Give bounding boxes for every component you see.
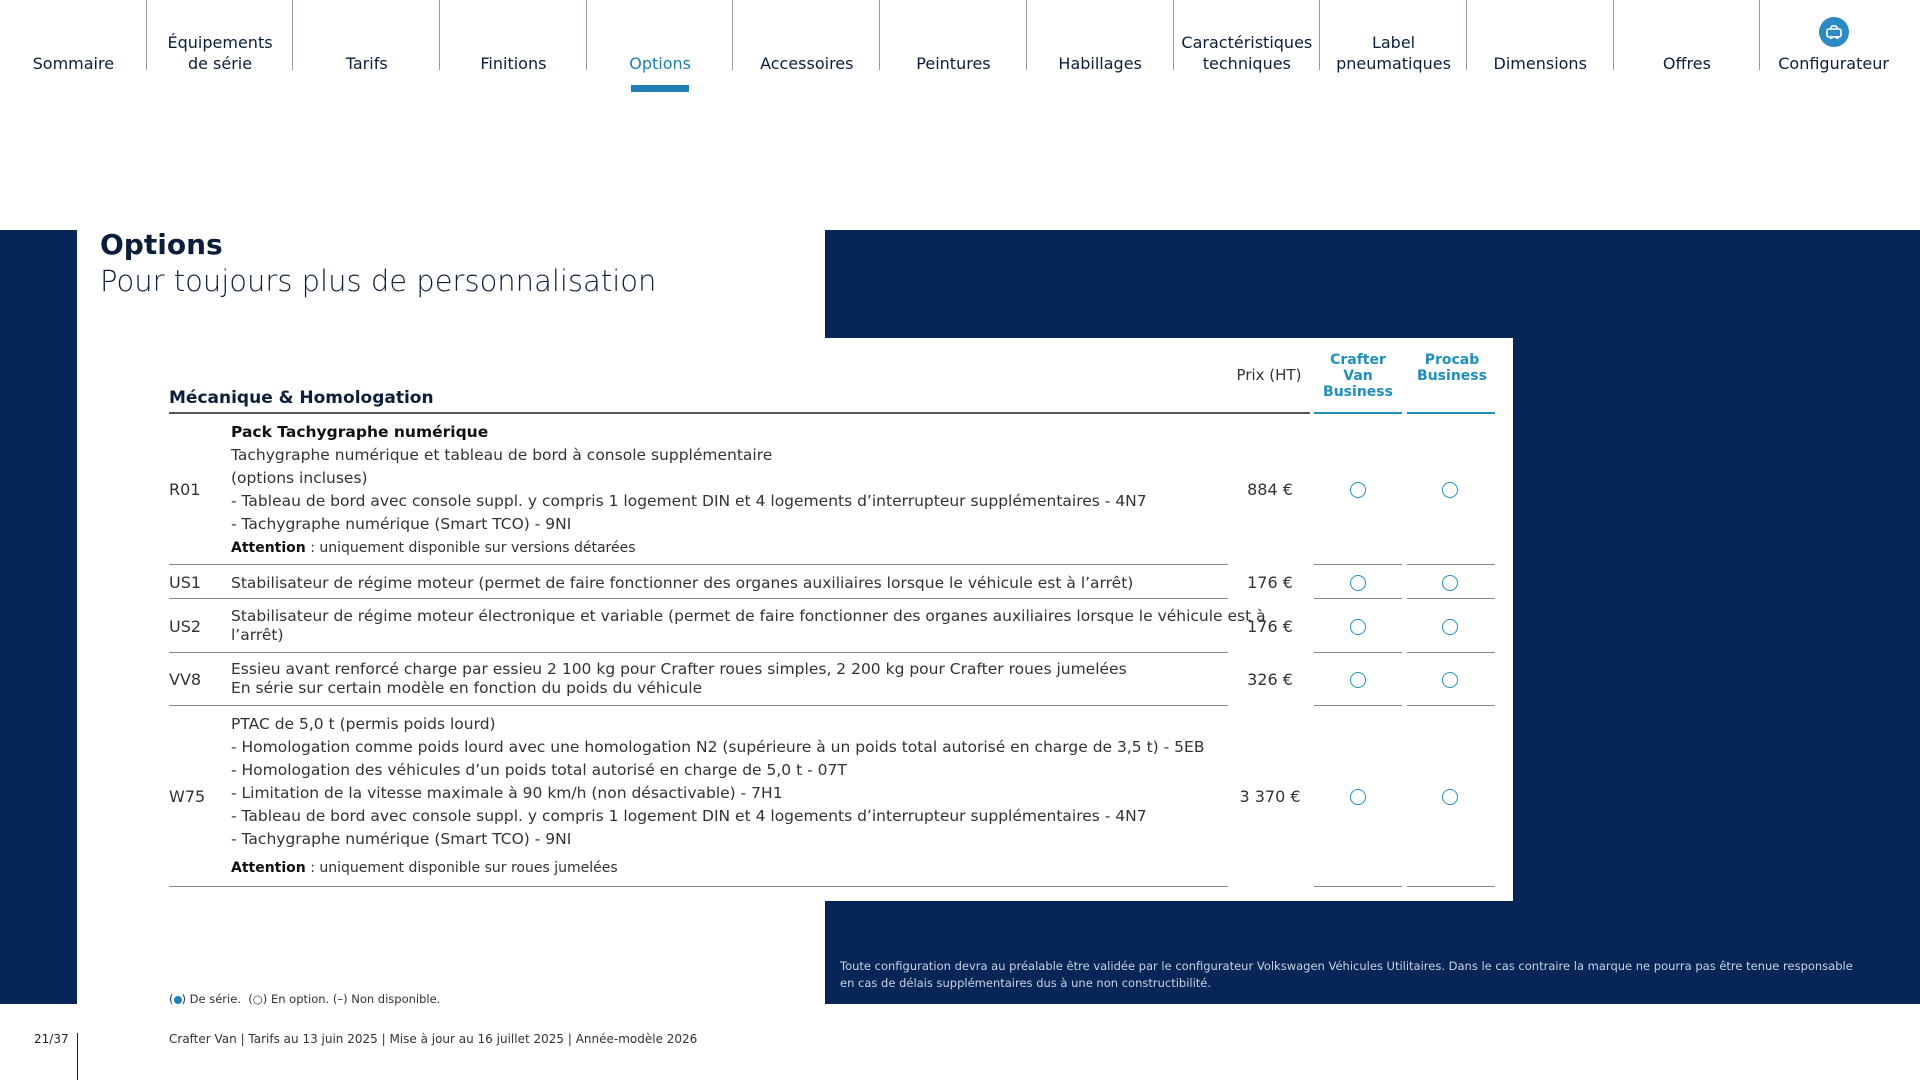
legend-standard: De série. bbox=[189, 992, 241, 1006]
top-navigation bbox=[0, 0, 1920, 100]
description-line: - Tachygraphe numérique (Smart TCO) - 9NI bbox=[231, 830, 572, 848]
navy-band-left bbox=[0, 230, 77, 1004]
option-code: VV8 bbox=[169, 670, 202, 689]
nav-item-label-pneumatiques[interactable] bbox=[1320, 0, 1467, 100]
row-divider bbox=[1407, 598, 1495, 599]
procab-business-header: Procab Business bbox=[1417, 352, 1487, 384]
description-line: PTAC de 5,0 t (permis poids lourd) bbox=[231, 715, 496, 733]
column-underline bbox=[1314, 412, 1402, 414]
description-line: - Tableau de bord avec console suppl. y compris 1 logement DIN et 4 logements d’interrupteur supplémentaires - 4N7 bbox=[231, 492, 1147, 510]
option-available-icon bbox=[1350, 789, 1366, 805]
nav-label: Accessoires bbox=[760, 54, 854, 73]
nav-item-options[interactable] bbox=[587, 0, 734, 100]
option-price: 176 € bbox=[1247, 617, 1293, 636]
option-title: Pack Tachygraphe numérique bbox=[231, 423, 489, 441]
option-description bbox=[231, 660, 1127, 698]
nav-item-accessoires[interactable] bbox=[733, 0, 880, 100]
option-code: W75 bbox=[169, 787, 206, 806]
page-subtitle: Pour toujours plus de personnalisation bbox=[100, 264, 657, 298]
description-line: l’arrêt) bbox=[231, 626, 284, 644]
option-available-icon bbox=[1442, 672, 1458, 688]
option-description bbox=[231, 421, 1147, 560]
option-price: 3 370 € bbox=[1239, 787, 1301, 806]
option-available-icon bbox=[1350, 575, 1366, 591]
row-divider bbox=[1314, 564, 1402, 565]
nav-label: Tarifs bbox=[345, 54, 388, 73]
price-column-header: Prix (HT) bbox=[1236, 366, 1302, 384]
row-divider bbox=[1314, 705, 1402, 706]
description-line: - Tachygraphe numérique (Smart TCO) - 9NI bbox=[231, 515, 572, 533]
row-divider bbox=[1407, 886, 1495, 887]
option-description bbox=[231, 713, 1204, 880]
nav-label: Offres bbox=[1662, 54, 1711, 73]
nav-label: Dimensions bbox=[1493, 54, 1587, 73]
row-divider bbox=[169, 886, 1228, 887]
legend-unavailable: (–) Non disponible. bbox=[332, 992, 441, 1006]
option-available-icon bbox=[1350, 672, 1366, 688]
nav-item-finitions[interactable] bbox=[440, 0, 587, 100]
description-line: - Tableau de bord avec console suppl. y compris 1 logement DIN et 4 logements d’interrupteur supplémentaires - 4N7 bbox=[231, 807, 1147, 825]
option-available-icon bbox=[1442, 575, 1458, 591]
nav-item-tarifs[interactable] bbox=[293, 0, 440, 100]
option-price: 326 € bbox=[1247, 670, 1293, 689]
row-divider bbox=[169, 705, 1228, 706]
attention-text: : uniquement disponible sur roues jumelées bbox=[305, 860, 618, 876]
nav-item-peintures[interactable] bbox=[880, 0, 1027, 100]
description-line: - Limitation de la vitesse maximale à 90 km/h (non désactivable) - 7H1 bbox=[231, 784, 783, 802]
nav-item-offres[interactable] bbox=[1614, 0, 1761, 100]
option-available-icon bbox=[1442, 789, 1458, 805]
option-code: US1 bbox=[169, 573, 202, 592]
attention-label: Attention bbox=[231, 860, 306, 876]
description-line: (options incluses) bbox=[231, 469, 368, 487]
row-divider bbox=[1314, 598, 1402, 599]
option-description bbox=[231, 572, 1133, 595]
option-available-icon bbox=[1442, 619, 1458, 635]
nav-label: Peintures bbox=[916, 54, 991, 73]
nav-label: Label pneumatiques bbox=[1336, 33, 1451, 73]
nav-label: Caractéristiques techniques bbox=[1181, 33, 1313, 73]
option-available-icon bbox=[1350, 482, 1366, 498]
active-tab-indicator bbox=[631, 85, 689, 92]
description-line: - Homologation des véhicules d’un poids total autorisé en charge de 5,0 t - 07T bbox=[231, 761, 847, 779]
row-divider bbox=[1407, 652, 1495, 653]
nav-label: Habillages bbox=[1058, 54, 1142, 73]
nav-label: Configurateur bbox=[1778, 54, 1889, 73]
page-title: Options bbox=[100, 228, 223, 261]
nav-item-configurateur[interactable] bbox=[1760, 0, 1907, 100]
column-underline bbox=[1407, 412, 1495, 414]
nav-label: Options bbox=[629, 54, 691, 73]
nav-item-habillages[interactable] bbox=[1027, 0, 1174, 100]
page-number: 21/37 bbox=[34, 1032, 69, 1046]
option-price: 884 € bbox=[1247, 480, 1293, 499]
nav-item-dimensions[interactable] bbox=[1467, 0, 1614, 100]
attention-label: Attention bbox=[231, 540, 306, 556]
nav-label: Sommaire bbox=[32, 54, 115, 73]
option-code: R01 bbox=[169, 480, 201, 499]
section-title: Mécanique & Homologation bbox=[169, 388, 434, 408]
nav-label: Finitions bbox=[480, 54, 547, 73]
option-description bbox=[231, 607, 1266, 645]
description-line: Stabilisateur de régime moteur (permet de faire fonctionner des organes auxiliaires lorsque le véhicule est à l’arrêt) bbox=[231, 574, 1134, 592]
footer-divider bbox=[77, 1033, 78, 1080]
row-divider bbox=[1314, 886, 1402, 887]
option-code: US2 bbox=[169, 617, 202, 636]
description-line: En série sur certain modèle en fonction du poids du véhicule bbox=[231, 679, 703, 697]
row-divider bbox=[1314, 652, 1402, 653]
row-divider bbox=[169, 564, 1228, 565]
row-divider bbox=[1407, 564, 1495, 565]
nav-item-equipements[interactable] bbox=[147, 0, 294, 100]
row-divider bbox=[169, 652, 1228, 653]
legend-option: (○) En option. bbox=[248, 992, 330, 1006]
crafter-van-business-header: Crafter Van Business bbox=[1323, 352, 1393, 400]
footer-text: Crafter Van | Tarifs au 13 juin 2025 | Mise à jour au 16 juillet 2025 | Année-modèle 2026 bbox=[169, 1032, 698, 1046]
nav-item-sommaire[interactable] bbox=[0, 0, 147, 100]
description-line: Essieu avant renforcé charge par essieu 2 100 kg pour Crafter roues simples, 2 200 kg pour Crafter roues jumelées bbox=[231, 660, 1127, 678]
option-available-icon bbox=[1442, 482, 1458, 498]
nav-item-caracteristiques[interactable] bbox=[1174, 0, 1321, 100]
option-price: 176 € bbox=[1247, 573, 1293, 592]
standard-dot-icon bbox=[174, 996, 182, 1004]
section-rule bbox=[169, 412, 1310, 414]
row-divider bbox=[169, 598, 1228, 599]
description-line: Stabilisateur de régime moteur électronique et variable (permet de faire fonctionner des organes auxiliaires lorsque le véhicule est à bbox=[231, 607, 1266, 625]
configurator-icon bbox=[1819, 17, 1849, 47]
description-line: Tachygraphe numérique et tableau de bord à console supplémentaire bbox=[231, 446, 773, 464]
nav-label: Équipements de série bbox=[167, 33, 273, 73]
attention-text: : uniquement disponible sur versions détarées bbox=[305, 540, 636, 556]
description-line: - Homologation comme poids lourd avec une homologation N2 (supérieure à un poids total autorisé en charge de 3,5 t) - 5EB bbox=[231, 738, 1205, 756]
option-available-icon bbox=[1350, 619, 1366, 635]
legend: ( ) De série. (○) En option. (–) Non disponible. bbox=[169, 992, 441, 1006]
row-divider bbox=[1407, 705, 1495, 706]
disclaimer: Toute configuration devra au préalable être validée par le configurateur Volkswagen Véhicules Utilitaires. Dans le cas contraire la marque ne pourra pas être tenue responsable en cas de délais supplémentaires dus à une non constructibilité. bbox=[840, 959, 1853, 990]
